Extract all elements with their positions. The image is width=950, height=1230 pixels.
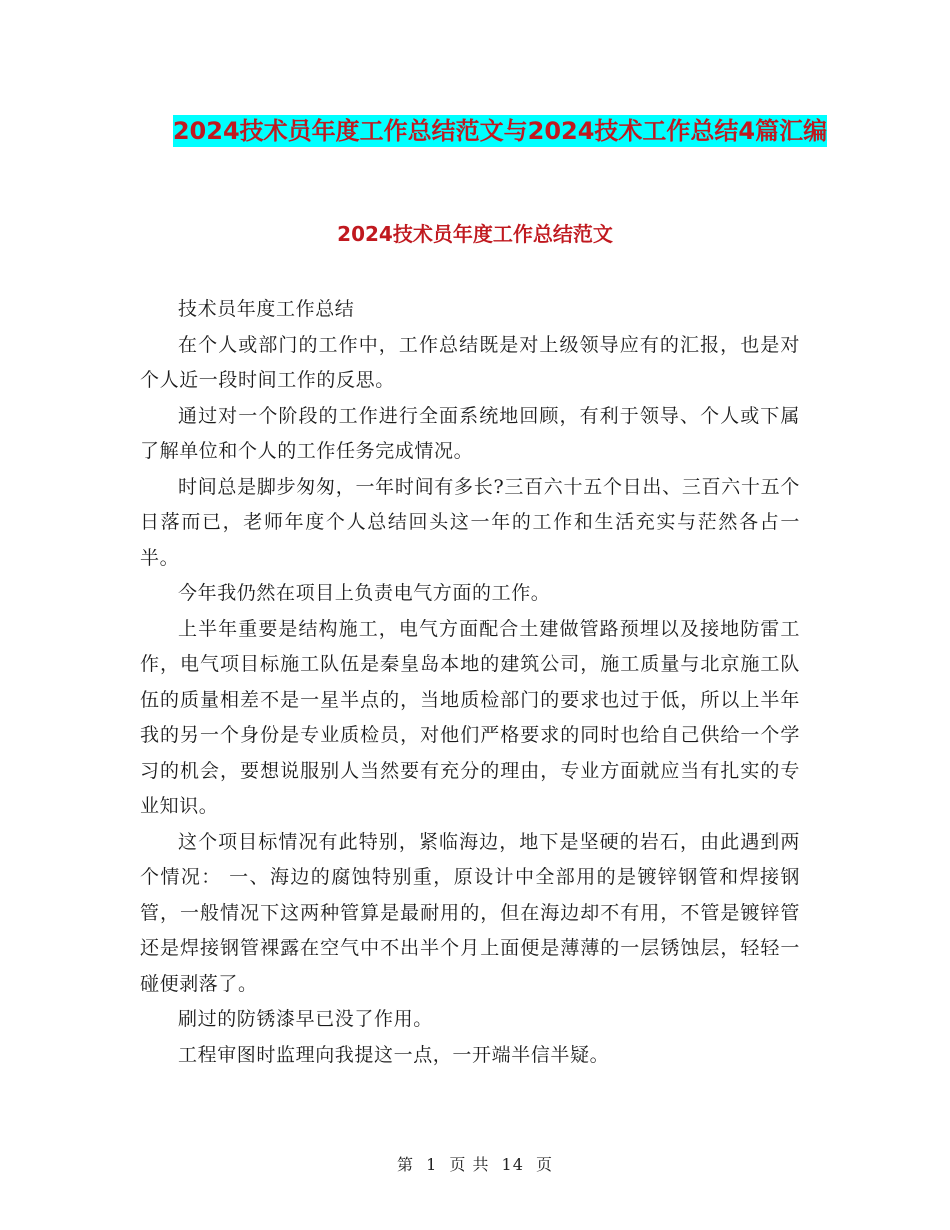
paragraph: 工程审图时监理向我提这一点，一开端半信半疑。 (178, 1043, 610, 1066)
section-title: 2024技术员年度工作总结范文 (337, 222, 613, 246)
footer-suffix: 页 (536, 1155, 554, 1174)
paragraph: 刷过的防锈漆早已没了作用。 (178, 1008, 433, 1030)
paragraph: 这个项目标情况有此特别，紧临海边，地下是坚硬的岩石，由此遇到两个情况： 一、海边的腐蚀特别重，原设计中全部用的是镀锌钢管和焊接钢管，一般情况下这两种管算是最耐用的，但在海边却不有用，不管是镀锌管还是焊接钢管裸露在空气中不出半个月上面便是薄薄的一层锈蚀层，轻轻一碰便剥落了。 (140, 830, 800, 995)
paragraph: 技术员年度工作总结 (178, 298, 355, 320)
current-page-number: 1 (426, 1155, 438, 1174)
page-footer (0, 1152, 950, 1175)
document-title (140, 108, 860, 154)
footer-middle: 页 共 (449, 1155, 490, 1174)
total-page-count: 14 (501, 1155, 524, 1174)
document-title-text: 2024技术员年度工作总结范文与2024技术工作总结4篇汇编 (172, 117, 828, 145)
paragraph: 通过对一个阶段的工作进行全面系统地回顾，有利于领导、个人或下属了解单位和个人的工作任务完成情况。 (140, 404, 800, 462)
document-body (140, 292, 800, 1073)
footer-prefix: 第 (396, 1155, 414, 1174)
paragraph: 时间总是脚步匆匆，一年时间有多长?三百六十五个日出、三百六十五个日落而已，老师年度个人总结回头这一年的工作和生活充实与茫然各占一半。 (140, 475, 800, 569)
paragraph: 在个人或部门的工作中，工作总结既是对上级领导应有的汇报，也是对个人近一段时间工作的反思。 (140, 333, 800, 391)
paragraph: 上半年重要是结构施工，电气方面配合土建做管路预埋以及接地防雷工作，电气项目标施工队伍是秦皇岛本地的建筑公司，施工质量与北京施工队伍的质量相差不是一星半点的，当地质检部门的要求也过于低，所以上半年我的另一个身份是专业质检员，对他们严格要求的同时也给自己供给一个学习的机会，要想说服别人当然要有充分的理由，专业方面就应当有扎实的专业知识。 (140, 617, 800, 817)
paragraph: 今年我仍然在项目上负责电气方面的工作。 (178, 582, 551, 604)
